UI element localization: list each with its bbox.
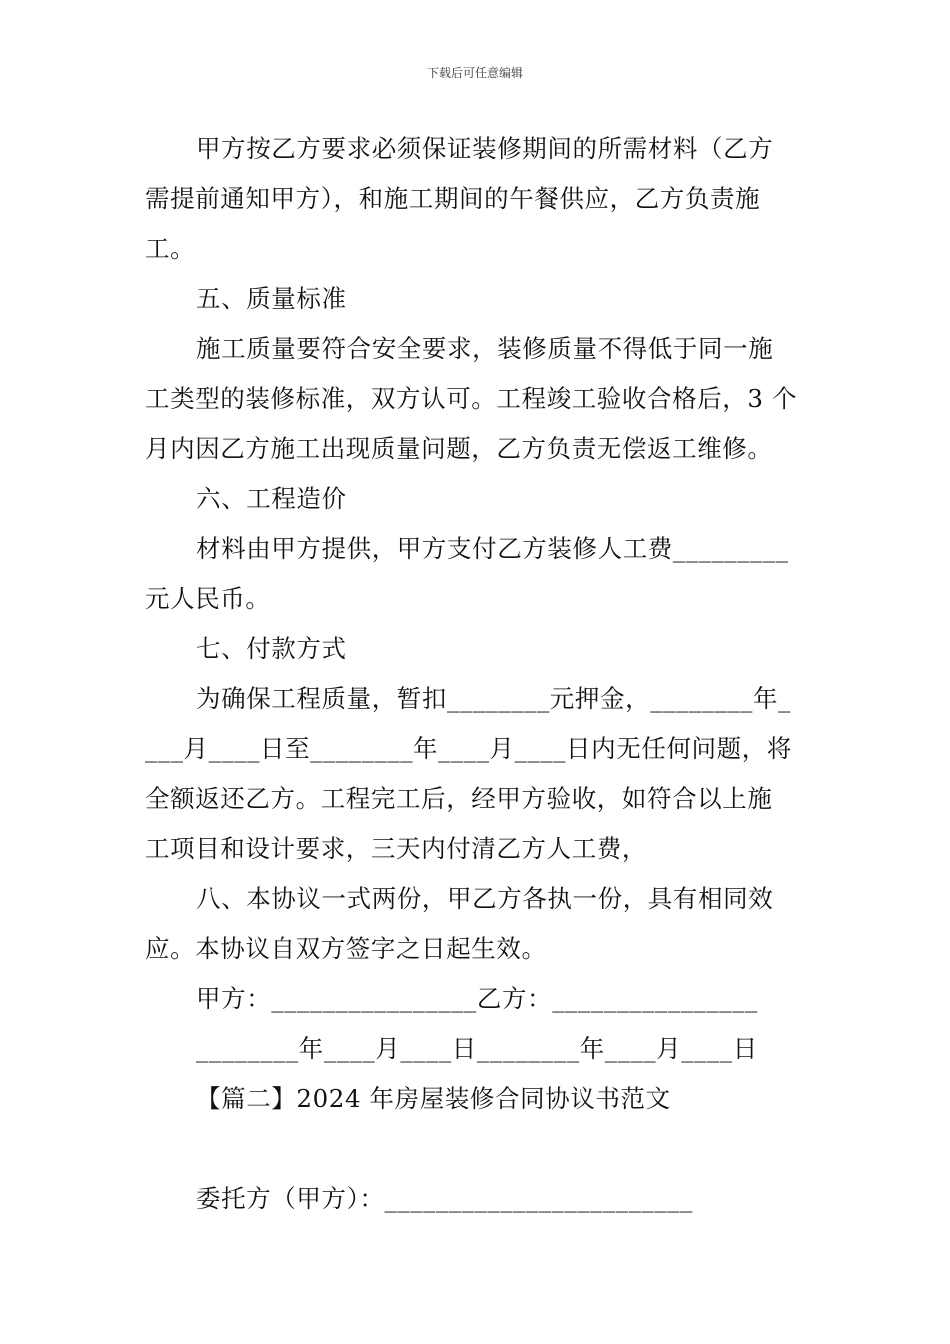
document-body xyxy=(145,124,809,1224)
paragraph-line: 八、本协议一式两份，甲乙方各执一份，具有相同效 xyxy=(196,884,774,913)
signature-line: 甲方：________________乙方：________________ xyxy=(196,984,758,1013)
paragraph-line: 甲方按乙方要求必须保证装修期间的所需材料（乙方 xyxy=(196,134,774,163)
paragraph-line: 需提前通知甲方），和施工期间的午餐供应，乙方负责施 xyxy=(145,184,761,213)
section-heading-cost: 六、工程造价 xyxy=(196,484,347,513)
client-party-line: 委托方（甲方）：________________________ xyxy=(196,1184,693,1213)
paragraph-line: 工类型的装修标准，双方认可。工程竣工验收合格后，3 个 xyxy=(145,384,798,413)
paragraph-line: 应。本协议自双方签字之日起生效。 xyxy=(145,934,547,963)
section-heading-quality: 五、质量标准 xyxy=(196,284,347,313)
date-line: ________年____月____日________年____月____日 xyxy=(196,1034,758,1063)
paragraph-line: 施工质量要符合安全要求，装修质量不得低于同一施 xyxy=(196,334,774,363)
paragraph-line: 为确保工程质量，暂扣________元押金，________年_ xyxy=(196,684,791,713)
paragraph-line: 工项目和设计要求，三天内付清乙方人工费， xyxy=(145,834,647,863)
section-title-part-two: 【篇二】2024 年房屋装修合同协议书范文 xyxy=(196,1084,671,1113)
paragraph-line: 元人民币。 xyxy=(145,584,271,613)
paragraph-line: ___月____日至________年____月____日内无任何问题，将 xyxy=(145,734,792,763)
paragraph-line: 工。 xyxy=(145,234,196,263)
paragraph-line: 材料由甲方提供，甲方支付乙方装修人工费_________ xyxy=(196,534,789,563)
section-heading-payment: 七、付款方式 xyxy=(196,634,347,663)
blank-line xyxy=(145,1124,809,1174)
page-header-note: 下载后可任意编辑 xyxy=(426,66,523,80)
paragraph-line: 全额返还乙方。工程完工后，经甲方验收，如符合以上施 xyxy=(145,784,773,813)
paragraph-line: 月内因乙方施工出现质量问题，乙方负责无偿返工维修。 xyxy=(145,434,773,463)
